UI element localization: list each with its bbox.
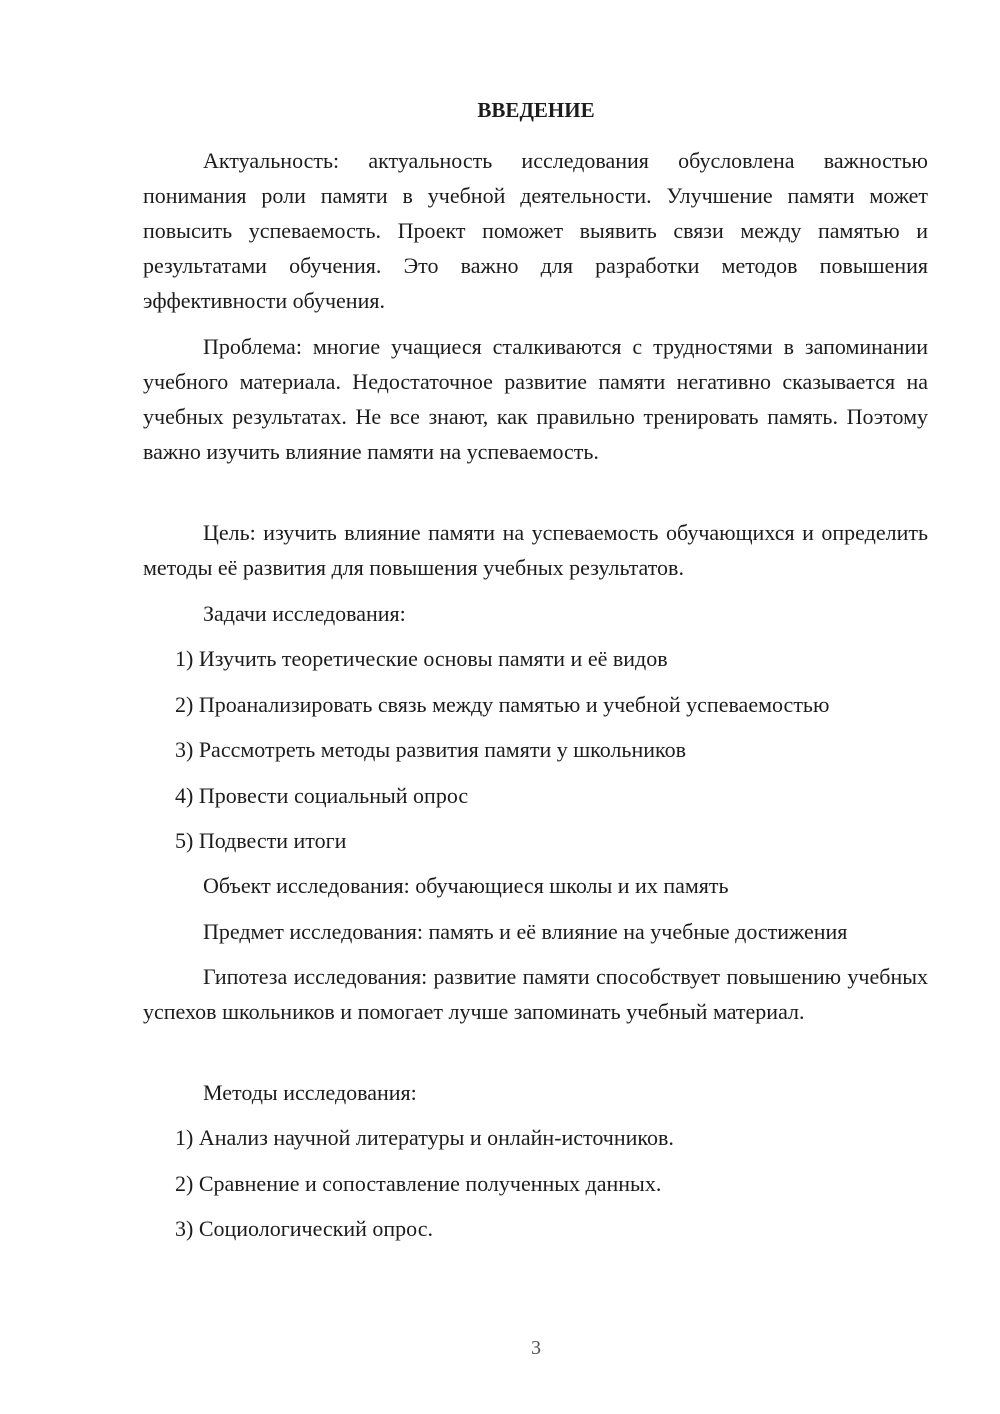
method-item-1: 1) Анализ научной литературы и онлайн-источников. xyxy=(175,1125,674,1150)
goal-paragraph: Цель: изучить влияние памяти на успеваемость обучающихся и определить методы её развития для повышения учебных результатов. xyxy=(143,520,928,580)
method-item-3: 3) Социологический опрос. xyxy=(175,1216,433,1241)
problem-paragraph: Проблема: многие учащиеся сталкиваются с трудностями в запоминании учебного материала. Недостаточное развитие памяти негативно сказывается на учебных результатах. Не все знают, как правильно тренировать память. Поэтому важно изучить влияние памяти на успеваемость. xyxy=(143,334,928,464)
hypothesis-paragraph: Гипотеза исследования: развитие памяти способствует повышению учебных успехов школьников и помогает лучше запоминать учебный материал. xyxy=(143,964,928,1024)
task-item-4: 4) Провести социальный опрос xyxy=(175,783,469,808)
page-title: ВВЕДЕНИЕ xyxy=(477,98,595,122)
task-item-5: 5) Подвести итоги xyxy=(175,828,347,853)
task-item-1: 1) Изучить теоретические основы памяти и её видов xyxy=(175,646,668,671)
method-item-2: 2) Сравнение и сопоставление полученных данных. xyxy=(175,1171,662,1196)
task-item-2: 2) Проанализировать связь между памятью и учебной успеваемостью xyxy=(175,692,830,717)
methods-title: Методы исследования: xyxy=(203,1080,417,1105)
research-subject: Предмет исследования: память и её влияние на учебные достижения xyxy=(203,919,848,944)
relevance-paragraph: Актуальность: актуальность исследования обусловлена важностью понимания роли памяти в учебной деятельности. Улучшение памяти может повысить успеваемость. Проект поможет выявить связи между памятью и результатами обучения. Это важно для разработки методов повышения эффективности обучения. xyxy=(143,148,928,313)
page-number: 3 xyxy=(531,1337,541,1359)
tasks-title: Задачи исследования: xyxy=(203,601,406,626)
task-item-3: 3) Рассмотреть методы развития памяти у школьников xyxy=(175,737,686,762)
research-object: Объект исследования: обучающиеся школы и их память xyxy=(203,873,729,898)
